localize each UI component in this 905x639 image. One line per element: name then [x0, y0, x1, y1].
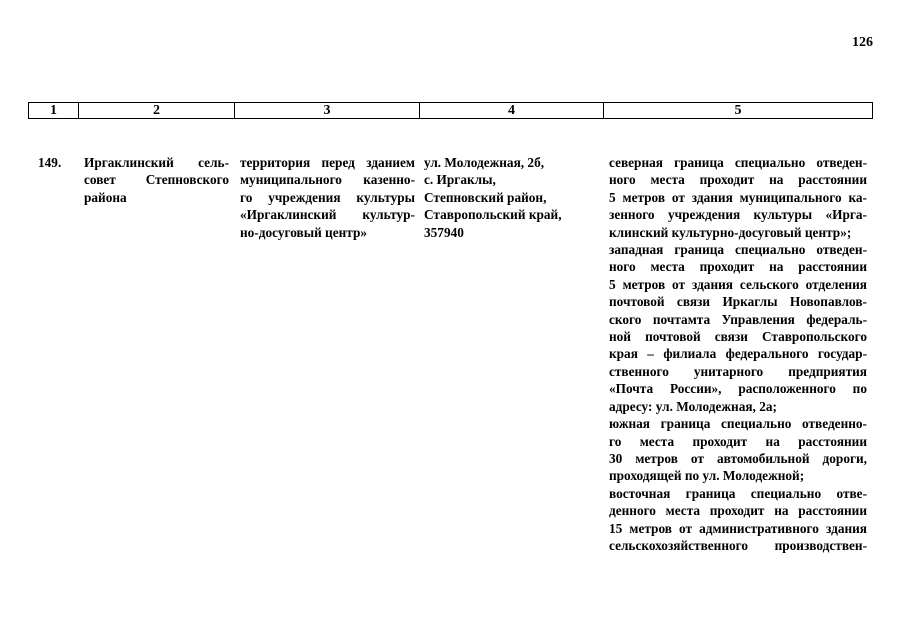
- municipality-line: района: [84, 189, 127, 205]
- boundary-line: 30 метров от автомобильной дороги,: [609, 450, 867, 466]
- place-line: территория перед зданием: [240, 155, 415, 170]
- boundary-line: ного места проходит на расстоянии: [609, 259, 867, 275]
- boundary-line: края – филиала федерального государ-: [609, 346, 867, 362]
- address-line: ул. Молодежная, 2б,: [424, 155, 545, 170]
- municipality-line: Иргаклинский сель-: [84, 155, 229, 170]
- boundary-line: го места проходит на расстоянии: [609, 433, 867, 449]
- boundary-line: клинский культурно-досуговый центр»;: [609, 224, 852, 240]
- place-line: го учреждения культуры: [240, 189, 415, 205]
- column-number-5: 5: [604, 103, 873, 119]
- boundary-line: проходящей по ул. Молодежной;: [609, 468, 805, 484]
- place-description: [240, 154, 415, 241]
- boundary-line: 15 метров от административного здания: [609, 520, 867, 536]
- municipality-name: [84, 154, 229, 206]
- boundary-line: ского почтамта Управления федераль-: [609, 311, 867, 327]
- column-number-3: 3: [235, 103, 420, 119]
- page-number: 126: [852, 35, 873, 50]
- boundaries-description: [609, 154, 867, 554]
- column-number-row: [28, 102, 873, 119]
- address: [424, 154, 574, 241]
- address-line: 357940: [424, 224, 464, 240]
- boundary-line: денного места проходит на расстоянии: [609, 503, 867, 519]
- boundary-line: восточная граница специально отве-: [609, 485, 867, 501]
- boundary-line: «Почта России», расположенного по: [609, 381, 867, 397]
- place-line: «Иргаклинский культур-: [240, 207, 415, 223]
- boundary-line: ственного унитарного предприятия: [609, 363, 867, 379]
- municipality-line: совет Степновского: [84, 172, 229, 188]
- boundary-line: сельскохозяйственного производствен-: [609, 537, 867, 553]
- address-line: Степновский район,: [424, 189, 547, 205]
- boundary-line: западная граница специально отведен-: [609, 242, 867, 258]
- column-number-1: 1: [29, 103, 79, 119]
- place-line: муниципального казенно-: [240, 172, 415, 188]
- boundary-line: почтовой связи Иркаглы Новопавлов-: [609, 294, 867, 310]
- boundary-line: северная граница специально отведен-: [609, 155, 867, 170]
- boundary-line: адресу: ул. Молодежная, 2а;: [609, 398, 777, 414]
- address-line: Ставропольский край,: [424, 207, 562, 223]
- place-line: но-досуговый центр»: [240, 224, 368, 240]
- boundary-line: южная граница специально отведенно-: [609, 416, 867, 432]
- column-number-4: 4: [420, 103, 604, 119]
- row-number: 149.: [38, 155, 62, 170]
- boundary-line: 5 метров от здания муниципального ка-: [609, 189, 867, 205]
- boundary-line: зенного учреждения культуры «Ирга-: [609, 207, 867, 223]
- column-number-2: 2: [79, 103, 235, 119]
- boundary-line: ной почтовой связи Ставропольского: [609, 329, 867, 345]
- boundary-line: 5 метров от здания сельского отделения: [609, 276, 867, 292]
- address-line: с. Иргаклы,: [424, 172, 496, 188]
- boundary-line: ного места проходит на расстоянии: [609, 172, 867, 188]
